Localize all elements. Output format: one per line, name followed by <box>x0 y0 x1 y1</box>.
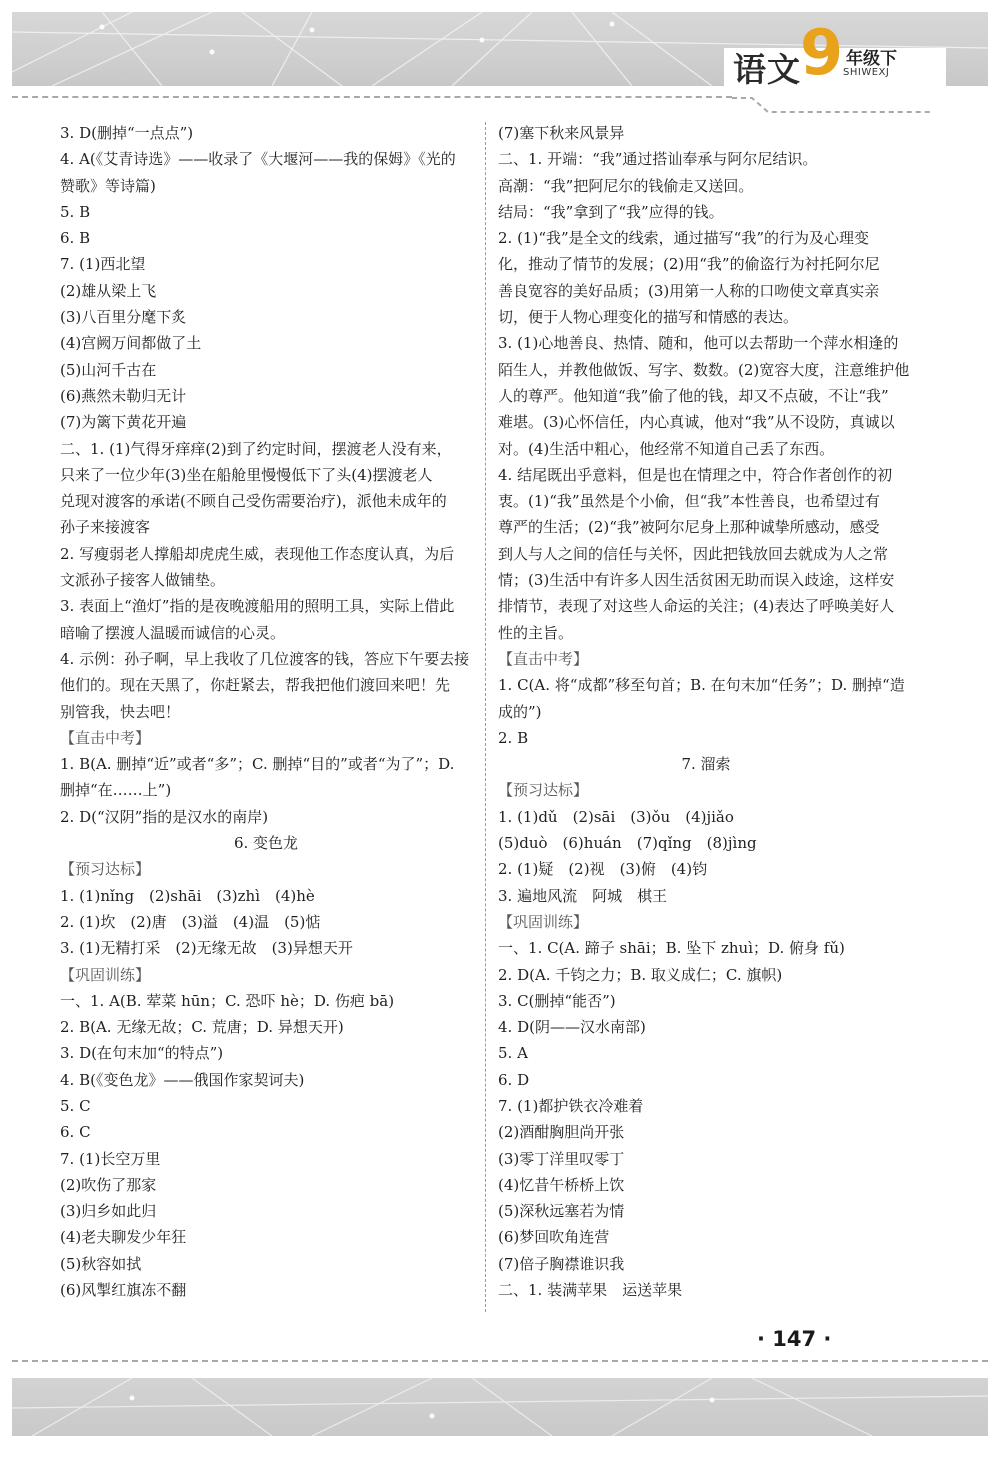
answer-line: 2. B(A. 无缘无故；C. 荒唐；D. 异想天开) <box>60 1018 344 1037</box>
grade-label: 年级下 <box>846 49 897 69</box>
section-tag: 【预习达标】 <box>60 860 151 879</box>
answer-line: (7)塞下秋来风景异 <box>498 124 625 142</box>
answer-column-right <box>498 120 914 1303</box>
answer-line: 4. 结尾既出乎意料，但是也在情理之中，符合作者创作的初 <box>498 465 893 484</box>
footer-band <box>12 1378 988 1436</box>
answer-line: 难堪。(3)心怀信任，内心真诚，他对“我”从不设防，真诚以 <box>498 413 895 432</box>
answer-line: 二、1. (1)气得牙痒痒(2)到了约定时间，摆渡老人没有来， <box>60 439 452 458</box>
answer-line: 3. C(删掉“能否”) <box>498 991 616 1010</box>
column-divider <box>485 122 486 1312</box>
answer-line: (5)深秋远塞若为情 <box>498 1202 625 1221</box>
answer-line: 3. (1)无精打采 (2)无缘无故 (3)异想天开 <box>60 939 353 958</box>
answer-line: 结局：“我”拿到了“我”应得的钱。 <box>498 202 724 221</box>
footer-pattern <box>12 1378 988 1436</box>
answer-line: (3)归乡如此归 <box>60 1202 157 1221</box>
answer-line: (7)倍子胸襟谁识我 <box>498 1254 625 1273</box>
grade-pinyin: SHIWEXJ <box>843 67 890 78</box>
answer-line: 尊严的生活；(2)“我”被阿尔尼身上那种诚挚所感动，感受 <box>498 518 880 537</box>
answer-line: 7. (1)长空万里 <box>60 1149 161 1168</box>
answer-line: 1. (1)nǐng (2)shāi (3)zhì (4)hè <box>60 886 315 905</box>
answer-line: (6)梦回吹角连营 <box>498 1228 610 1247</box>
answer-line: 高潮：“我”把阿尼尔的钱偷走又送回。 <box>498 176 754 195</box>
answer-line: 3. D(删掉“一点点”) <box>60 124 194 142</box>
answer-line: 别管我，快去吧！ <box>60 702 181 721</box>
answer-line: 一、1. C(A. 蹄子 shāi；B. 坠下 zhuì；D. 俯身 fǔ) <box>498 939 845 958</box>
answer-line: 文派孙子接客人做铺垫。 <box>60 571 226 590</box>
answer-line: 化，推动了情节的发展；(2)用“我”的偷盗行为衬托阿尔尼 <box>498 255 880 274</box>
answer-line: (3)八百里分麾下炙 <box>60 308 187 327</box>
answer-line: 二、1. 开端：“我”通过搭讪奉承与阿尔尼结识。 <box>498 150 818 169</box>
answer-line: 赞歌》等诗篇) <box>60 176 156 195</box>
answer-line: 只来了一位少年(3)坐在船舱里慢慢低下了头(4)摆渡老人 <box>60 465 433 484</box>
answer-line: (2)吹伤了那家 <box>60 1175 157 1194</box>
answer-line: 4. B(《变色龙》——俄国作家契诃夫) <box>60 1070 305 1089</box>
answer-line: 5. C <box>60 1096 91 1115</box>
section-tag: 【直击中考】 <box>498 649 589 668</box>
answer-line: 5. A <box>498 1044 528 1063</box>
answer-line: 情；(3)生活中有许多人因生活贫困无助而误入歧途，这样安 <box>498 571 895 590</box>
answer-line: 到人与人之间的信任与关怀，因此把钱放回去就成为人之常 <box>498 544 889 563</box>
section-tag: 【直击中考】 <box>60 728 151 747</box>
answer-line: 切，便于人物心理变化的描写和情感的表达。 <box>498 308 799 327</box>
answer-line: 2. (1)坎 (2)唐 (3)溢 (4)温 (5)惦 <box>60 912 321 931</box>
page-number: · 147 · <box>757 1327 832 1351</box>
answer-line: 7. (1)都护铁衣冷难着 <box>498 1096 644 1115</box>
answer-line: 3. D(在句末加“的特点”) <box>60 1044 224 1063</box>
answer-line: 暗喻了摆渡人温暖而诚信的心灵。 <box>60 623 286 642</box>
answer-line: 3. (1)心地善良、热情、随和，他可以去帮助一个萍水相逢的 <box>498 334 899 353</box>
footer-divider <box>12 1360 988 1362</box>
answer-line: 1. (1)dǔ (2)sāi (3)ǒu (4)jiǎo <box>498 807 734 826</box>
section-tag: 【预习达标】 <box>498 781 589 800</box>
answer-column-left <box>60 120 472 1303</box>
answer-line: 2. (1)“我”是全文的线索，通过描写“我”的行为及心理变 <box>498 229 870 248</box>
answer-line: 2. D(“汉阴”指的是汉水的南岸) <box>60 807 269 826</box>
answer-line: 对。(4)生活中粗心，他经常不知道自己丢了东西。 <box>498 439 835 458</box>
answer-line: 6. B <box>60 229 91 248</box>
answer-line: 一、1. A(B. 荤菜 hūn；C. 恐吓 hè；D. 伤疤 bā) <box>60 991 395 1010</box>
answer-line: 4. D(阴——汉水南部) <box>498 1018 646 1037</box>
answer-line: 1. C(A. 将“成都”移至句首；B. 在句末加“任务”；D. 删掉“造 <box>498 676 905 695</box>
answer-line: 性的主旨。 <box>498 623 574 642</box>
answer-line: 1. B(A. 删掉“近”或者“多”；C. 删掉“目的”或者“为了”；D. <box>60 755 455 774</box>
answer-line: 2. 写瘦弱老人撑船却虎虎生威，表现他工作态度认真，为后 <box>60 544 455 563</box>
header-divider <box>12 96 732 98</box>
answer-line: (6)燕然未勒归无计 <box>60 386 187 405</box>
answer-line: 删掉“在……上”) <box>60 781 172 800</box>
answer-line: (7)为篱下黄花开遍 <box>60 413 187 432</box>
answer-line: 兑现对渡客的承诺(不顾自己受伤需要治疗)，派他未成年的 <box>60 492 447 511</box>
answer-line: 6. C <box>60 1123 91 1142</box>
answer-line: 陌生人，并教他做饭、写字、数数。(2)宽容大度，注意维护他 <box>498 360 910 379</box>
answer-line: 7. (1)西北望 <box>60 255 146 274</box>
header-divider-step <box>732 96 932 116</box>
answer-line: 4. A(《艾青诗选》——收录了《大堰河——我的保姆》《光的 <box>60 150 456 169</box>
answer-line: 二、1. 装满苹果 运送苹果 <box>498 1281 683 1300</box>
answer-line: (2)雄从梁上飞 <box>60 281 157 300</box>
subject-title: 语文 <box>733 50 801 89</box>
section-tag: 【巩固训练】 <box>498 912 589 931</box>
answer-line: (6)风掣红旗冻不翻 <box>60 1281 187 1300</box>
answer-line: 2. (1)疑 (2)视 (3)俯 (4)钧 <box>498 860 708 879</box>
answer-line: (4)老夫聊发少年狂 <box>60 1228 187 1247</box>
answer-line: (5)秋容如拭 <box>60 1254 142 1273</box>
answer-line: 善良宽容的美好品质；(3)用第一人称的口吻使文章真实亲 <box>498 281 880 300</box>
answer-line: 6. D <box>498 1070 530 1089</box>
answer-line: 5. B <box>60 202 91 221</box>
answer-line: (4)宫阙万间都做了土 <box>60 334 202 353</box>
answer-line: (3)零丁洋里叹零丁 <box>498 1149 625 1168</box>
answer-line: 2. B <box>498 728 529 747</box>
answer-line: 4. 示例：孙子啊，早上我收了几位渡客的钱，答应下午要去接 <box>60 649 470 668</box>
lesson-title: 6. 变色龙 <box>233 834 299 853</box>
section-tag: 【巩固训练】 <box>60 965 151 984</box>
answer-line: 2. D(A. 千钧之力；B. 取义成仁；C. 旗帜) <box>498 965 783 984</box>
answer-line: 3. 遍地风流 阿城 棋王 <box>498 886 668 905</box>
answer-line: (2)酒酣胸胆尚开张 <box>498 1123 625 1142</box>
answer-line: 人的尊严。他知道“我”偷了他的钱，却又不点破，不让“我” <box>498 386 889 405</box>
answer-line: 衷。(1)“我”虽然是个小偷，但“我”本性善良，也希望过有 <box>498 492 880 511</box>
grade-number: 9 <box>800 16 844 89</box>
answer-line: (5)duò (6)huán (7)qǐng (8)jìng <box>498 834 757 853</box>
answer-line: 3. 表面上“渔灯”指的是夜晚渡船用的照明工具，实际上借此 <box>60 597 455 616</box>
answer-line: (4)忆昔午桥桥上饮 <box>498 1175 625 1194</box>
lesson-title: 7. 溜索 <box>681 755 731 774</box>
answer-line: (5)山河千古在 <box>60 360 157 379</box>
answer-line: 孙子来接渡客 <box>60 518 151 537</box>
answer-line: 排情节，表现了对这些人命运的关注；(4)表达了呼唤美好人 <box>498 597 895 616</box>
answer-line: 他们的。现在天黑了，你赶紧去，帮我把他们渡回来吧！先 <box>60 676 451 695</box>
answer-line: 成的”) <box>498 702 542 721</box>
